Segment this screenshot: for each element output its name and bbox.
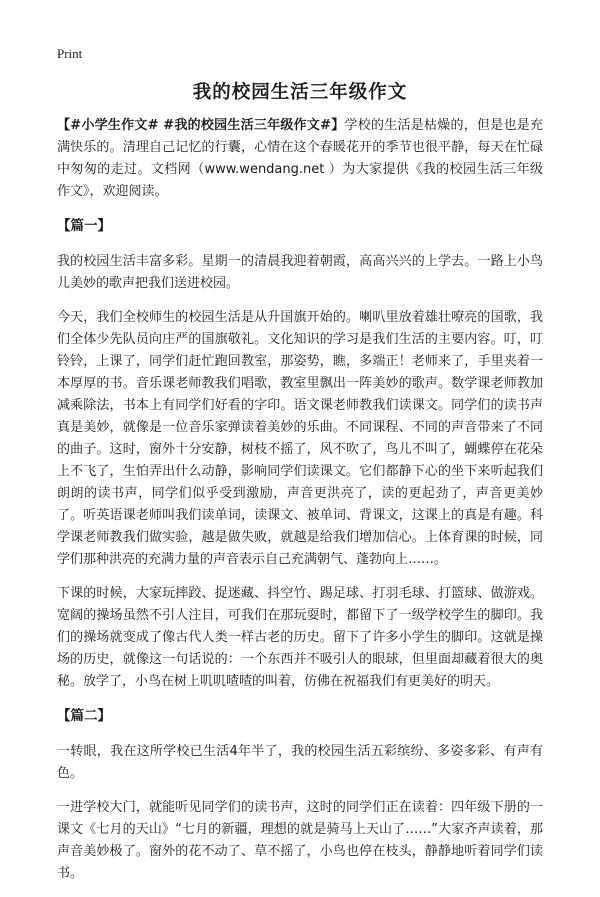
section-heading-1: 【篇一】 [57, 218, 111, 234]
intro-tags: 【#小学生作文# #我的校园生活三年级作文#】 [57, 118, 345, 133]
paragraph: 一进学校大门，就能听见同学们的读书声，这时的同学们正在读着：四年级下册的一课文《七月的天山》“七月的新疆，理想的就是骑马上天山了……”大家齐声读着，那声音美妙极了。窗外的花不动了、草不摇了，小鸟也停在枝头，静静地听着同学们读书。 [57, 800, 543, 881]
paragraph: 我的校园生活丰富多彩。星期一的清晨我迎着朝霞，高高兴兴的上学去。一路上小鸟儿美妙的歌声把我们送进校园。 [57, 254, 543, 291]
paragraph: 今天，我们全校师生的校园生活是从升国旗开始的。喇叭里放着雄壮嘹亮的国歌，我们全体少先队员向庄严的国旗敬礼。文化知识的学习是我们生活的主要内容。叮，叮铃铃，上课了，同学们赶忙跑回教室，那姿势，瞧，多端正！老师来了，手里夹着一本厚厚的书。音乐课老师教我们唱歌，教室里飘出一阵美妙的歌声。数学课老师教加减乘除法，书本上有同学们好看的字印。语文课老师教我们读课文。同学们的读书声真是美妙，就像是一位音乐家弹读着美妙的乐曲。不同课程、不同的声音带来了不同的曲子。这时，窗外十分安静，树枝不摇了，风不吹了，鸟儿不叫了，蝴蝶停在花朵上不飞了，生怕弄出什么动静，影响同学们读课文。它们都静下心的坐下来听起我们朗朗的读书声，同学们似乎受到激励，声音更洪亮了，读的更起劲了，声音更美妙了。听英语课老师叫我们读单词，读课文、被单词、背课文，这课上的真是有趣。科学课老师教我们做实验，越是做失败，就越是给我们增加信心。上体育课的时候，同学们那种洪亮的充满力量的声音表示自己充满朝气、蓬勃向上……。 [57, 310, 543, 567]
intro-paragraph [57, 115, 543, 203]
section-heading-2: 【篇二】 [57, 708, 111, 724]
page-title: 我的校园生活三年级作文 [192, 82, 408, 103]
paragraph: 一转眼，我在这所学校已生活4年半了，我的校园生活五彩缤纷、多姿多彩、有声有色。 [57, 744, 543, 781]
article-body [57, 115, 543, 897]
paragraph: 下课的时候，大家玩摔跤、捉迷藏、抖空竹、踢足球、打羽毛球、打篮球、做游戏。宽阔的操场虽然不引人注目，可我们在那玩耍时，都留下了一级学校学生的脚印。我们的操场就变成了像古代人类一样古老的历史。留下了许多小学生的脚印。这就是操场的历史，就像这一句话说的：一个东西并不吸引人的眼球，但里面却藏着很大的奥秘。放学了，小鸟在树上叽叽喳喳的叫着，仿佛在祝福我们有更美好的明天。 [57, 586, 543, 689]
intro-text: 学校的生活是枯燥的，但是也是充满快乐的。清理自己记忆的行囊，心情在这个春暖花开的季节也很平静，每天在忙碌中匆匆的走过。文档网（www.wendang.net ）为大家提供《我的校园生活三年级作文》，欢迎阅读。 [57, 118, 543, 199]
print-label: Print [57, 46, 83, 61]
